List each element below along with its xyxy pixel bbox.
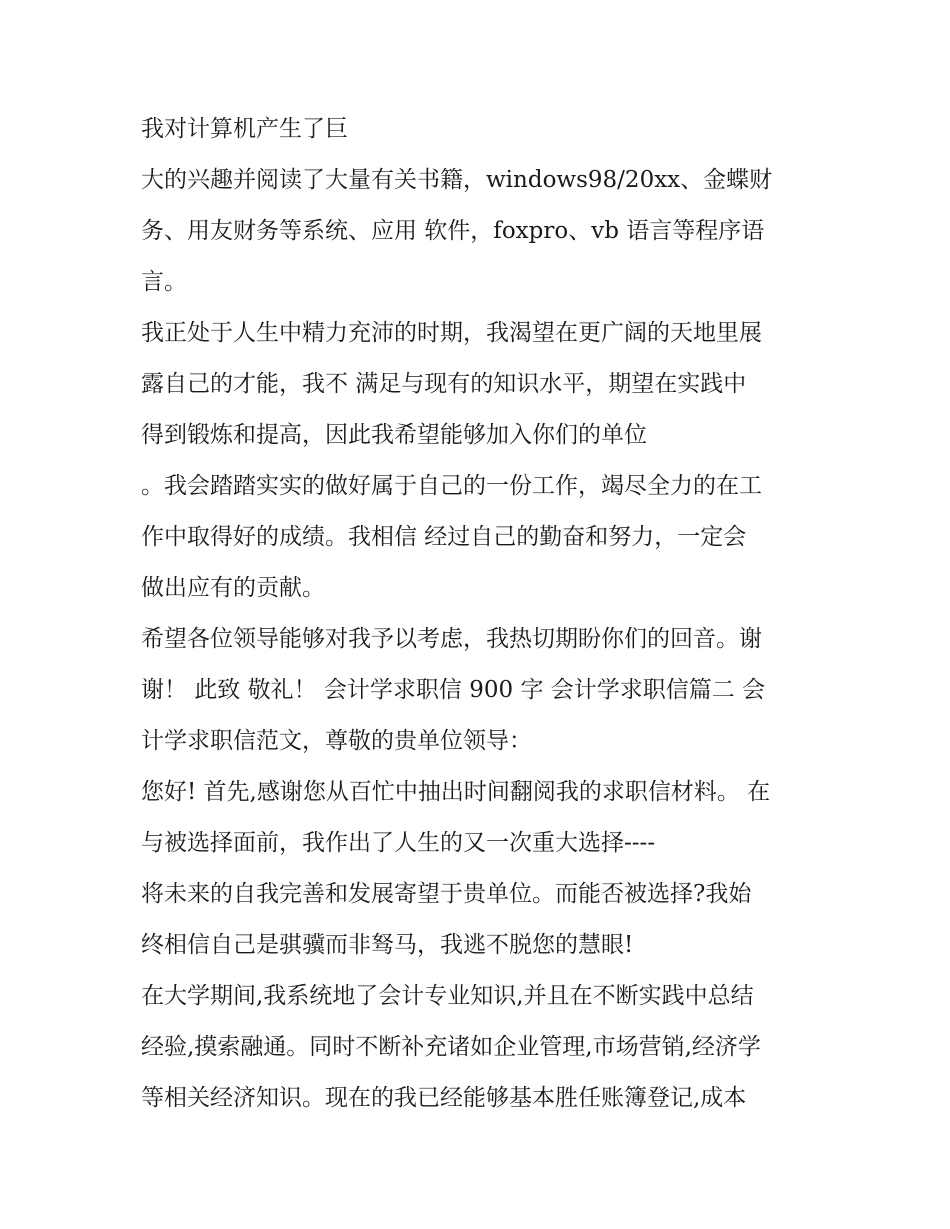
- text-line: 等相关经济知识。现在的我已经能够基本胜任账簿登记,成本: [141, 1085, 747, 1111]
- text-line: 务、用友财务等系统、应用 软件，foxpro、vb 语言等程序语: [141, 218, 765, 244]
- text-line: 希望各位领导能够对我予以考虑，我热切期盼你们的回音。谢: [141, 626, 762, 652]
- body-text: [141, 104, 821, 1124]
- text-line: 露自己的才能，我不 满足与现有的知识水平，期望在实践中: [141, 371, 747, 397]
- text-line: 终相信自己是骐骥而非驽马，我逃不脱您的慧眼!: [141, 932, 634, 958]
- text-line: 言。: [141, 269, 187, 295]
- text-line: 。我会踏踏实实的做好属于自己的一份工作，竭尽全力的在工: [141, 473, 762, 499]
- text-line: 您好! 首先,感谢您从百忙中抽出时间翻阅我的求职信材料。 在: [141, 779, 771, 805]
- text-line: 经验,摸索融通。同时不断补充诸如企业管理,市场营销,经济学: [141, 1034, 761, 1060]
- text-line: 在大学期间,我系统地了会计专业知识,并且在不断实践中总结: [141, 983, 754, 1009]
- text-line: 计学求职信范文，尊敬的贵单位领导：: [141, 728, 532, 754]
- text-line: 将未来的自我完善和发展寄望于贵单位。而能否被选择?我始: [141, 881, 752, 907]
- text-line: 作中取得好的成绩。我相信 经过自己的勤奋和努力，一定会: [141, 524, 747, 550]
- text-line: 我对计算机产生了巨: [141, 116, 348, 142]
- text-line: 与被选择面前，我作出了人生的又一次重大选择----: [141, 830, 656, 856]
- text-line: 谢！ 此致 敬礼！ 会计学求职信 900 字 会计学求职信篇二 会: [141, 677, 766, 703]
- text-line: 大的兴趣并阅读了大量有关书籍，windows98/20xx、金蝶财: [141, 167, 773, 193]
- text-line: 得到锻炼和提高，因此我希望能够加入你们的单位: [141, 422, 647, 448]
- text-line: 做出应有的贡献。: [141, 575, 325, 601]
- text-line: 我正处于人生中精力充沛的时期，我渴望在更广阔的天地里展: [141, 320, 762, 346]
